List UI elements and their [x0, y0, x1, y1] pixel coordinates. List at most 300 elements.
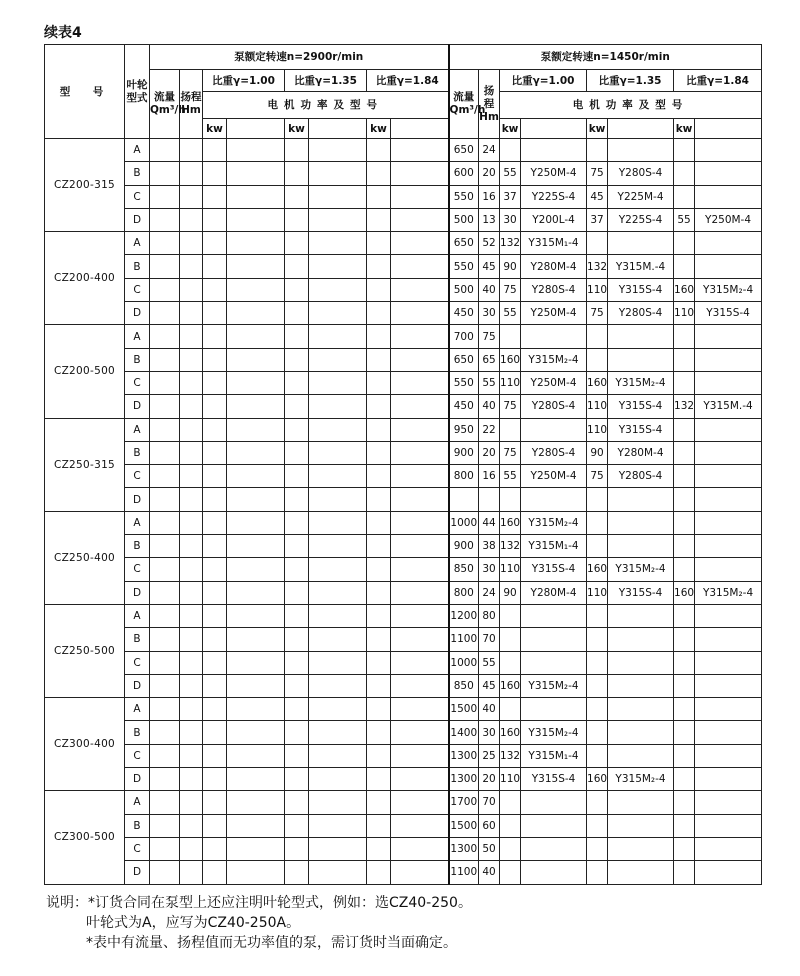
motor-cell: [695, 814, 762, 837]
motor-cell: Y280M-4: [608, 441, 674, 464]
empty-cell: [309, 441, 367, 464]
empty-cell: [150, 185, 180, 208]
impeller-cell: A: [125, 232, 150, 255]
empty-cell: [227, 861, 285, 884]
flow-cell: 900: [449, 441, 479, 464]
head-cell: 50: [479, 837, 500, 860]
header-model: 型 号: [45, 45, 125, 139]
impeller-cell: A: [125, 604, 150, 627]
empty-cell: [367, 162, 391, 185]
empty-cell: [391, 511, 449, 534]
flow-cell: 1000: [449, 511, 479, 534]
table-row: [45, 232, 762, 255]
head-cell: 24: [479, 581, 500, 604]
kw-cell: [500, 651, 521, 674]
empty-cell: [309, 371, 367, 394]
empty-cell: [367, 139, 391, 162]
empty-cell: [367, 232, 391, 255]
kw-cell: 132: [500, 232, 521, 255]
kw-cell: [674, 721, 695, 744]
motor-cell: Y315M₂-4: [521, 511, 587, 534]
head-cell: 40: [479, 698, 500, 721]
motor-cell: Y280S-4: [608, 302, 674, 325]
empty-cell: [391, 674, 449, 697]
motor-cell: Y315M₁-4: [521, 232, 587, 255]
empty-cell: [391, 698, 449, 721]
kw-cell: [674, 768, 695, 791]
model-cell: CZ250-315: [45, 418, 125, 511]
empty-cell: [285, 488, 309, 511]
motor-cell: [695, 185, 762, 208]
empty-cell: [285, 465, 309, 488]
empty-cell: [203, 837, 227, 860]
empty-cell: [367, 488, 391, 511]
table-row: [45, 255, 762, 278]
kw-cell: [674, 698, 695, 721]
motor-cell: [608, 628, 674, 651]
empty-cell: [309, 558, 367, 581]
kw-cell: [674, 814, 695, 837]
impeller-cell: C: [125, 465, 150, 488]
kw-cell: 160: [500, 674, 521, 697]
empty-cell: [227, 185, 285, 208]
kw-cell: [674, 604, 695, 627]
empty-cell: [367, 558, 391, 581]
impeller-cell: D: [125, 581, 150, 604]
header-kw: kw: [500, 119, 521, 139]
table-row: [45, 465, 762, 488]
empty-cell: [150, 418, 180, 441]
kw-cell: [500, 791, 521, 814]
kw-cell: [587, 348, 608, 371]
head-cell: 44: [479, 511, 500, 534]
kw-cell: [587, 488, 608, 511]
head-cell: 40: [479, 395, 500, 418]
empty-cell: [391, 185, 449, 208]
empty-cell: [227, 232, 285, 255]
kw-cell: [674, 348, 695, 371]
empty-cell: [203, 302, 227, 325]
motor-cell: [695, 768, 762, 791]
motor-cell: [521, 698, 587, 721]
impeller-cell: D: [125, 302, 150, 325]
kw-cell: 90: [500, 255, 521, 278]
empty-cell: [227, 278, 285, 301]
motor-cell: Y225S-4: [521, 185, 587, 208]
kw-cell: 110: [500, 558, 521, 581]
kw-cell: [674, 371, 695, 394]
empty-cell: [180, 768, 203, 791]
empty-cell: [203, 441, 227, 464]
impeller-cell: C: [125, 185, 150, 208]
empty-cell: [150, 604, 180, 627]
empty-cell: [227, 674, 285, 697]
empty-cell: [285, 208, 309, 231]
flow-cell: 1700: [449, 791, 479, 814]
impeller-cell: B: [125, 162, 150, 185]
empty-cell: [227, 302, 285, 325]
kw-cell: [500, 837, 521, 860]
empty-cell: [309, 465, 367, 488]
kw-cell: 45: [587, 185, 608, 208]
note-line-2: 叶轮式为A，应写为CZ40-250A。: [86, 915, 301, 931]
table-row: [45, 348, 762, 371]
kw-cell: [587, 325, 608, 348]
empty-cell: [203, 791, 227, 814]
empty-cell: [150, 698, 180, 721]
kw-cell: [674, 418, 695, 441]
empty-cell: [285, 348, 309, 371]
head-cell: 16: [479, 465, 500, 488]
motor-cell: [608, 861, 674, 884]
empty-cell: [285, 255, 309, 278]
kw-cell: [500, 488, 521, 511]
model-cell: CZ300-500: [45, 791, 125, 884]
flow-cell: 900: [449, 535, 479, 558]
empty-cell: [285, 511, 309, 534]
motor-cell: Y315S-4: [608, 581, 674, 604]
empty-cell: [391, 488, 449, 511]
kw-cell: [674, 162, 695, 185]
motor-cell: Y250M-4: [521, 465, 587, 488]
empty-cell: [150, 139, 180, 162]
kw-cell: [500, 418, 521, 441]
head-cell: 40: [479, 278, 500, 301]
motor-cell: [521, 814, 587, 837]
table-row: [45, 744, 762, 767]
head-cell: 20: [479, 441, 500, 464]
kw-cell: 160: [500, 348, 521, 371]
motor-cell: Y315M₂-4: [695, 278, 762, 301]
flow-cell: 700: [449, 325, 479, 348]
table-row: [45, 698, 762, 721]
empty-cell: [391, 208, 449, 231]
impeller-cell: D: [125, 861, 150, 884]
empty-cell: [180, 348, 203, 371]
empty-cell: [227, 651, 285, 674]
motor-cell: Y315M₂-4: [521, 721, 587, 744]
model-cell: CZ300-400: [45, 698, 125, 791]
empty-cell: [391, 232, 449, 255]
empty-cell: [285, 371, 309, 394]
empty-cell: [309, 651, 367, 674]
motor-cell: [521, 837, 587, 860]
kw-cell: [674, 674, 695, 697]
motor-cell: [521, 418, 587, 441]
empty-cell: [391, 768, 449, 791]
empty-cell: [391, 255, 449, 278]
empty-cell: [227, 721, 285, 744]
motor-cell: [695, 604, 762, 627]
motor-cell: [521, 488, 587, 511]
empty-cell: [285, 651, 309, 674]
motor-cell: Y315S-4: [695, 302, 762, 325]
note-line-1: 说明：*订货合同在泵型上还应注明叶轮型式，例如：选CZ40-250。: [46, 895, 472, 911]
kw-cell: [587, 861, 608, 884]
kw-cell: 75: [587, 162, 608, 185]
flow-cell: 800: [449, 465, 479, 488]
motor-cell: [695, 371, 762, 394]
flow-cell: 1500: [449, 814, 479, 837]
empty-cell: [391, 837, 449, 860]
empty-cell: [227, 768, 285, 791]
motor-cell: [521, 604, 587, 627]
kw-cell: 110: [587, 418, 608, 441]
empty-cell: [180, 278, 203, 301]
empty-cell: [285, 558, 309, 581]
empty-cell: [285, 441, 309, 464]
empty-cell: [391, 791, 449, 814]
motor-cell: [608, 698, 674, 721]
empty-cell: [180, 558, 203, 581]
empty-cell: [180, 371, 203, 394]
table-row: [45, 768, 762, 791]
head-cell: 55: [479, 371, 500, 394]
empty-cell: [150, 861, 180, 884]
table-row: [45, 511, 762, 534]
flow-cell: [449, 488, 479, 511]
kw-cell: 37: [587, 208, 608, 231]
empty-cell: [391, 814, 449, 837]
empty-cell: [150, 511, 180, 534]
empty-cell: [285, 721, 309, 744]
kw-cell: 90: [587, 441, 608, 464]
table-row: [45, 488, 762, 511]
impeller-cell: D: [125, 208, 150, 231]
flow-cell: 550: [449, 371, 479, 394]
motor-cell: [608, 837, 674, 860]
empty-cell: [150, 302, 180, 325]
empty-cell: [150, 535, 180, 558]
empty-cell: [367, 628, 391, 651]
kw-cell: [587, 721, 608, 744]
empty-cell: [309, 232, 367, 255]
head-cell: 65: [479, 348, 500, 371]
kw-cell: 110: [674, 302, 695, 325]
empty-cell: [309, 814, 367, 837]
kw-cell: [500, 604, 521, 627]
motor-cell: [608, 139, 674, 162]
impeller-cell: A: [125, 791, 150, 814]
kw-cell: [674, 651, 695, 674]
empty-cell: [285, 278, 309, 301]
empty-cell: [367, 674, 391, 697]
kw-cell: 75: [500, 441, 521, 464]
model-cell: CZ200-315: [45, 139, 125, 232]
empty-cell: [180, 418, 203, 441]
empty-cell: [309, 395, 367, 418]
empty-cell: [150, 814, 180, 837]
empty-cell: [309, 861, 367, 884]
table-row: [45, 861, 762, 884]
motor-cell: [695, 651, 762, 674]
table-row: [45, 139, 762, 162]
kw-cell: [674, 837, 695, 860]
head-cell: 16: [479, 185, 500, 208]
empty-cell: [180, 208, 203, 231]
motor-cell: [695, 511, 762, 534]
motor-cell: [521, 791, 587, 814]
empty-cell: [180, 441, 203, 464]
empty-cell: [227, 465, 285, 488]
empty-cell: [285, 674, 309, 697]
empty-cell: [309, 208, 367, 231]
empty-cell: [203, 208, 227, 231]
empty-cell: [309, 139, 367, 162]
head-cell: 24: [479, 139, 500, 162]
flow-cell: 650: [449, 139, 479, 162]
motor-cell: [521, 651, 587, 674]
header-sg1-1450: 比重γ=1.00: [500, 70, 587, 92]
header-motor-2900: 电机功率及型号: [203, 92, 449, 119]
empty-cell: [367, 814, 391, 837]
header-sg1-2900: 比重γ=1.00: [203, 70, 285, 92]
head-cell: 38: [479, 535, 500, 558]
empty-cell: [391, 465, 449, 488]
motor-cell: [695, 325, 762, 348]
empty-cell: [180, 162, 203, 185]
empty-cell: [227, 511, 285, 534]
header-flow-2900: 流量Qm³/h: [150, 70, 180, 139]
motor-cell: [695, 348, 762, 371]
header-kw: kw: [203, 119, 227, 139]
motor-cell: [608, 814, 674, 837]
motor-cell: [695, 465, 762, 488]
kw-cell: 37: [500, 185, 521, 208]
motor-cell: [608, 744, 674, 767]
model-cell: CZ250-400: [45, 511, 125, 604]
kw-cell: [500, 861, 521, 884]
impeller-cell: C: [125, 558, 150, 581]
empty-cell: [367, 185, 391, 208]
empty-cell: [367, 208, 391, 231]
empty-cell: [180, 581, 203, 604]
impeller-cell: B: [125, 535, 150, 558]
motor-cell: [695, 535, 762, 558]
flow-cell: 1100: [449, 861, 479, 884]
empty-cell: [367, 768, 391, 791]
empty-cell: [180, 604, 203, 627]
empty-cell: [285, 698, 309, 721]
impeller-cell: C: [125, 278, 150, 301]
kw-cell: [674, 441, 695, 464]
kw-cell: [587, 511, 608, 534]
header-impeller: 叶轮型式: [125, 45, 150, 139]
motor-cell: Y280M-4: [521, 581, 587, 604]
empty-cell: [391, 418, 449, 441]
flow-cell: 850: [449, 674, 479, 697]
flow-cell: 1100: [449, 628, 479, 651]
empty-cell: [309, 791, 367, 814]
kw-cell: [500, 628, 521, 651]
motor-cell: [608, 348, 674, 371]
impeller-cell: C: [125, 371, 150, 394]
header-head-2900: 扬程Hm: [180, 70, 203, 139]
empty-cell: [150, 837, 180, 860]
empty-cell: [180, 744, 203, 767]
impeller-cell: A: [125, 325, 150, 348]
kw-cell: [500, 814, 521, 837]
motor-cell: Y315S-4: [521, 558, 587, 581]
motor-cell: [608, 674, 674, 697]
empty-cell: [367, 348, 391, 371]
notes: [46, 893, 472, 953]
kw-cell: 132: [674, 395, 695, 418]
empty-cell: [309, 185, 367, 208]
motor-cell: Y315S-4: [608, 395, 674, 418]
kw-cell: [674, 744, 695, 767]
header-kw: kw: [674, 119, 695, 139]
table-row: [45, 558, 762, 581]
head-cell: 45: [479, 674, 500, 697]
empty-cell: [150, 162, 180, 185]
empty-cell: [150, 628, 180, 651]
head-cell: 75: [479, 325, 500, 348]
empty-cell: [367, 395, 391, 418]
empty-cell: [391, 721, 449, 744]
kw-cell: [674, 232, 695, 255]
motor-cell: Y315M₁-4: [521, 744, 587, 767]
empty-cell: [285, 814, 309, 837]
empty-cell: [309, 302, 367, 325]
flow-cell: 500: [449, 208, 479, 231]
motor-cell: Y315M₂-4: [695, 581, 762, 604]
empty-cell: [367, 371, 391, 394]
empty-cell: [203, 628, 227, 651]
table-row: [45, 604, 762, 627]
flow-cell: 1300: [449, 837, 479, 860]
header-motor-1450: 电机功率及型号: [500, 92, 762, 119]
motor-cell: Y315M₂-4: [521, 348, 587, 371]
kw-cell: [674, 488, 695, 511]
empty-cell: [203, 814, 227, 837]
model-cell: CZ200-400: [45, 232, 125, 325]
kw-cell: [587, 791, 608, 814]
header-sg3-2900: 比重γ=1.84: [367, 70, 449, 92]
motor-cell: Y315S-4: [608, 278, 674, 301]
head-cell: 60: [479, 814, 500, 837]
motor-cell: Y225S-4: [608, 208, 674, 231]
motor-cell: [608, 791, 674, 814]
empty-cell: [309, 837, 367, 860]
empty-cell: [391, 302, 449, 325]
impeller-cell: D: [125, 395, 150, 418]
kw-cell: 90: [500, 581, 521, 604]
empty-cell: [227, 488, 285, 511]
empty-cell: [150, 558, 180, 581]
table-row: [45, 208, 762, 231]
empty-cell: [203, 674, 227, 697]
table-row: [45, 674, 762, 697]
motor-cell: [695, 628, 762, 651]
motor-cell: Y225M-4: [608, 185, 674, 208]
empty-cell: [203, 744, 227, 767]
empty-cell: [367, 465, 391, 488]
motor-cell: Y315M.-4: [608, 255, 674, 278]
empty-cell: [227, 418, 285, 441]
head-cell: 55: [479, 651, 500, 674]
empty-cell: [150, 278, 180, 301]
head-cell: 30: [479, 721, 500, 744]
kw-cell: 160: [587, 371, 608, 394]
empty-cell: [367, 278, 391, 301]
kw-cell: 132: [500, 744, 521, 767]
kw-cell: [674, 628, 695, 651]
empty-cell: [367, 721, 391, 744]
empty-cell: [367, 418, 391, 441]
head-cell: 45: [479, 255, 500, 278]
empty-cell: [391, 628, 449, 651]
